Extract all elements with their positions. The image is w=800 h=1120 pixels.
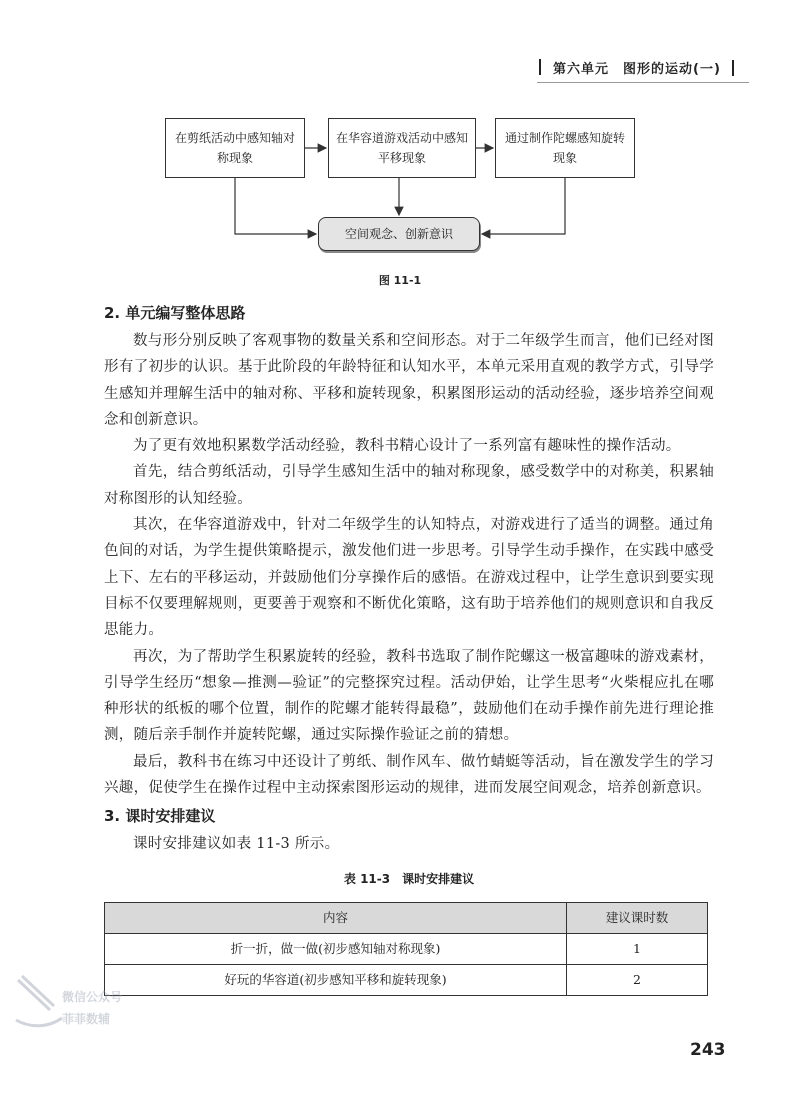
- schedule-table: [104, 902, 708, 996]
- header-left-bar: [539, 59, 541, 75]
- node-huarong-road: 在华容道游戏活动中感知平移现象: [328, 118, 476, 178]
- arrow-n3-n4: [482, 178, 565, 234]
- watermark-text: [62, 986, 122, 1030]
- section-heading: 3. 课时安排建议: [104, 807, 216, 826]
- watermark-line: 菲菲数辅: [62, 1012, 111, 1026]
- paragraph: 课时安排建议如表 11-3 所示。: [133, 836, 340, 853]
- section-heading: 2. 单元编写整体思路: [104, 304, 246, 322]
- header-rule: [537, 82, 749, 83]
- table-header-row: [105, 902, 708, 933]
- figure-caption: 图 11-1: [378, 274, 422, 287]
- watermark: [10, 970, 140, 1050]
- table-cell: 2: [567, 964, 708, 995]
- table-row: [105, 933, 708, 964]
- main-content: [104, 298, 714, 996]
- paragraph: 再次，为了帮助学生积累旋转的经验，教科书选取了制作陀螺这一极富趣味的游戏素材，引导学生经历“想象—推测—验证”的完整探究过程。活动伊始，让学生思考“火柴棍应扎在哪种形状的纸板的哪个位置，制作的陀螺才能转得最稳”，鼓励他们在动手操作前先进行理论推测，随后亲手制作并旋转陀螺，通过实际操作验证之前的猜想。: [104, 648, 714, 744]
- node-paper-cutting: 在剪纸活动中感知轴对称现象: [165, 118, 305, 178]
- page-number: 243: [690, 1040, 726, 1060]
- wechat-logo-icon: [10, 970, 70, 1040]
- table-cell: 好玩的华容道(初步感知平移和旋转现象): [105, 964, 567, 995]
- arrow-n1-n4: [235, 178, 316, 234]
- table-row: [105, 964, 708, 995]
- table-cell: 折一折，做一做(初步感知轴对称现象): [105, 933, 567, 964]
- paragraph: 为了更有效地积累数学活动经验，教科书精心设计了一系列富有趣味性的操作活动。: [133, 438, 681, 455]
- running-header: [553, 58, 740, 77]
- column-header: 建议课时数: [567, 902, 708, 933]
- node-spatial-concept: 空间观念、创新意识: [318, 217, 480, 251]
- table-cell: 1: [567, 933, 708, 964]
- paragraph: 首先，结合剪纸活动，引导学生感知生活中的轴对称现象，感受数学中的对称美，积累轴对称图形的认知经验。: [104, 464, 714, 507]
- header-text: 第六单元 图形的运动(一): [553, 62, 721, 77]
- watermark-line: 微信公众号: [62, 990, 123, 1004]
- paragraph: 数与形分别反映了客观事物的数量关系和空间形态。对于二年级学生而言，他们已经对图形有了初步的认识。基于此阶段的年龄特征和认知水平，本单元采用直观的教学方式，引导学生感知并理解生活中的轴对称、平移和旋转现象，积累图形运动的活动经验，逐步培养空间观念和创新意识。: [104, 333, 714, 428]
- paragraph: 最后，教科书在练习中还设计了剪纸、制作风车、做竹蜻蜓等活动，旨在激发学生的学习兴趣，促使学生在操作过程中主动探索图形运动的规律，进而发展空间观念，培养创新意识。: [104, 753, 714, 797]
- table-caption: 表 11-3 课时安排建议: [343, 871, 475, 886]
- paragraph: 其次，在华容道游戏中，针对二年级学生的认知特点，对游戏进行了适当的调整。通过角色间的对话，为学生提供策略提示，激发他们进一步思考。引导学生动手操作，在实践中感受上下、左右的平移运动，并鼓励他们分享操作后的感悟。在游戏过程中，让学生意识到要实现目标不仅要理解规则，更要善于观察和不断优化策略，这有助于培养他们的规则意识和自我反思能力。: [104, 517, 714, 639]
- header-right-bar: [732, 60, 734, 76]
- flow-diagram: [165, 118, 635, 263]
- node-spinning-top: 通过制作陀螺感知旋转现象: [495, 118, 635, 178]
- column-header: 内容: [105, 902, 567, 933]
